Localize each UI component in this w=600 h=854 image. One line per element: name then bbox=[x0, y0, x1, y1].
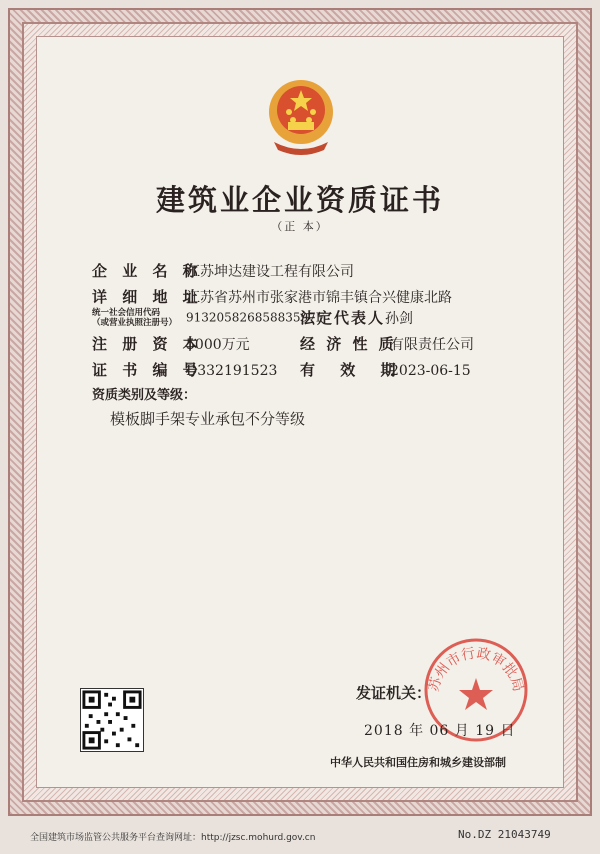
qualification-value: 模板脚手架专业承包不分等级 bbox=[110, 410, 306, 428]
company-name-value: 江苏坤达建设工程有限公司 bbox=[186, 264, 354, 280]
qualification-heading-row bbox=[92, 384, 196, 406]
certificate-subtitle: （正 本） bbox=[271, 220, 329, 233]
capital-value: 5000万元 bbox=[186, 337, 250, 353]
cert-no-label: 证 书 编 号 bbox=[92, 361, 203, 379]
company-name-row bbox=[92, 260, 354, 282]
address-value: 江苏省苏州市张家港市锦丰镇合兴健康北路 bbox=[186, 290, 452, 306]
econ-nature-value: 有限责任公司 bbox=[390, 337, 474, 353]
certificate-title: 建筑业企业资质证书 bbox=[155, 183, 444, 217]
qualification-label: 资质类别及等级： bbox=[92, 388, 197, 403]
company-name-label: 企 业 名 称 bbox=[92, 262, 203, 280]
legal-rep-label: 法定代表人 bbox=[300, 309, 386, 327]
footer-query-url: 全国建筑市场监管公共服务平台查询网址：http://jzsc.mohurd.gov.cn bbox=[30, 833, 316, 843]
validity-value: 2023-06-15 bbox=[390, 363, 471, 379]
validity-label: 有 效 期 bbox=[300, 361, 406, 379]
footer-serial-number: No.DZ 21043749 bbox=[458, 828, 551, 841]
capital-row bbox=[92, 333, 250, 355]
issuer-label: 发证机关： bbox=[356, 684, 432, 702]
cert-no-value: D332191523 bbox=[186, 363, 278, 379]
credit-code-label bbox=[92, 308, 186, 328]
credit-code-row bbox=[92, 307, 324, 333]
cert-no-row bbox=[92, 359, 277, 381]
issue-date: 2018 年 06 月 19 日 bbox=[364, 723, 516, 739]
address-row bbox=[92, 286, 452, 308]
credit-code-label-line1: 统一社会信用代码 bbox=[92, 307, 161, 318]
capital-label: 注 册 资 本 bbox=[92, 335, 203, 353]
seal-text: 苏州市行政审批局 bbox=[425, 645, 527, 694]
validity-row bbox=[300, 359, 471, 381]
legal-rep-row bbox=[300, 307, 413, 329]
credit-code-label-line2: （或营业执照注册号） bbox=[92, 317, 178, 328]
national-emblem-icon bbox=[262, 76, 340, 156]
econ-nature-label: 经 济 性 质 bbox=[300, 335, 397, 353]
econ-nature-row bbox=[300, 333, 474, 355]
qr-code-icon bbox=[80, 688, 144, 752]
address-label: 详 细 地 址 bbox=[92, 288, 203, 306]
credit-code-value: 91320582685883597F bbox=[186, 310, 325, 325]
legal-rep-value: 孙剑 bbox=[385, 311, 414, 327]
ministry-name: 中华人民共和国住房和城乡建设部制 bbox=[330, 756, 506, 769]
